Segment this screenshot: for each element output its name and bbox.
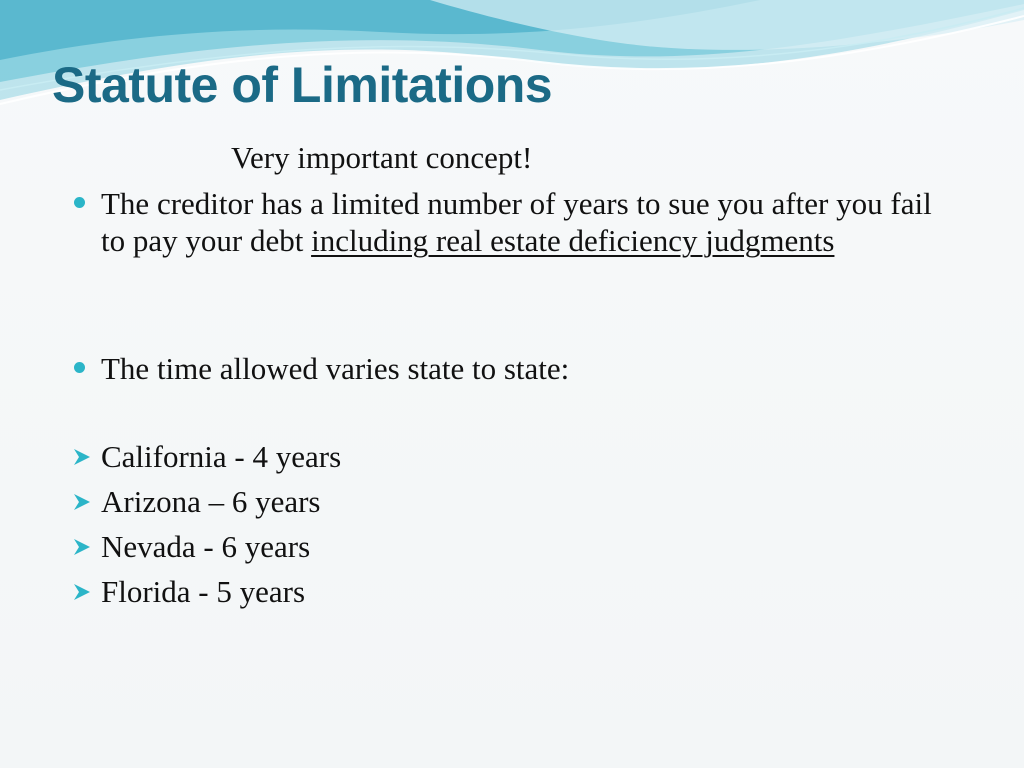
bullet-creditor-text: The creditor has a limited number of years to sue you after you fail to pay your debt (101, 186, 932, 258)
bullet-dot-icon (74, 197, 85, 208)
bullet-creditor-underlined: including real estate deficiency judgments (311, 223, 835, 258)
arrow-chevron-icon (72, 447, 92, 467)
arrow-chevron-icon (72, 582, 92, 602)
arrow-chevron-icon (72, 492, 92, 512)
bullet-time-allowed: The time allowed varies state to state: (101, 351, 570, 386)
state-item-nevada: Nevada - 6 years (101, 529, 311, 564)
arrow-chevron-icon (72, 537, 92, 557)
bullet-dot-icon (74, 362, 85, 373)
slide-subtitle: Very important concept! (231, 140, 533, 175)
state-item-california: California - 4 years (101, 439, 342, 474)
slide-title: Statute of Limitations (52, 57, 553, 113)
state-item-arizona: Arizona – 6 years (101, 484, 321, 519)
bullet-creditor (101, 185, 961, 259)
state-item-florida: Florida - 5 years (101, 574, 306, 609)
